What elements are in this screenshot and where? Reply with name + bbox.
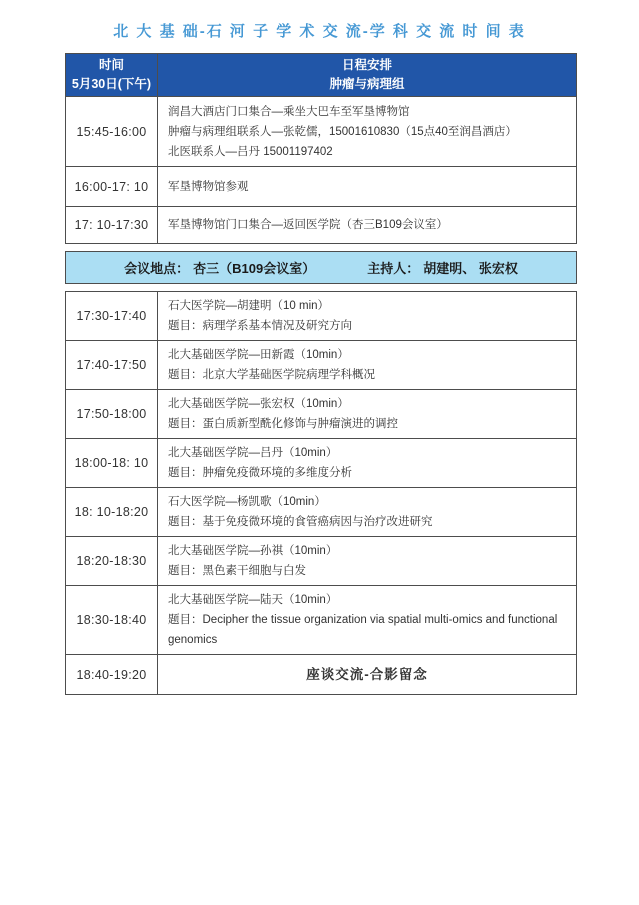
- header-time-label: 时间: [98, 58, 124, 72]
- header-group-label: 肿瘤与病理组: [329, 77, 405, 91]
- host-value: 胡建明、 张宏权: [423, 261, 518, 276]
- meeting-location: [124, 258, 315, 277]
- topic-line: 题目：黑色素干细胞与白发: [168, 565, 306, 577]
- agenda-cell: [158, 390, 577, 439]
- speaker-line: 石大医学院—胡建明（10 min）: [168, 300, 330, 312]
- time-cell: 18:20-18:30: [66, 537, 158, 586]
- topic-line: 题目：病理学系基本情况及研究方向: [168, 320, 352, 332]
- agenda-line: 军垦博物馆参观: [168, 180, 249, 193]
- meeting-location-label: 会议地点：: [124, 261, 190, 276]
- topic-line: 题目：Decipher the tissue organization via spatial multi-omics and functional genomics: [168, 614, 558, 646]
- host-label: 主持人：: [367, 261, 420, 276]
- time-cell: 15:45-16:00: [66, 97, 158, 167]
- topic-line: 题目：北京大学基础医学院病理学科概况: [168, 369, 375, 381]
- speaker-line: 石大医学院—杨凯歌（10min）: [168, 496, 326, 508]
- table-header-row: [66, 54, 577, 97]
- speaker-line: 北大基础医学院—陆天（10min）: [168, 594, 338, 606]
- speaker-line: 北大基础医学院—孙祺（10min）: [168, 545, 338, 557]
- time-cell: 18:30-18:40: [66, 586, 158, 655]
- agenda-cell: [158, 207, 577, 244]
- agenda-cell: [158, 586, 577, 655]
- time-cell: 18:40-19:20: [66, 655, 158, 695]
- header-date-label: 5月30日(下午): [71, 77, 152, 91]
- agenda-cell: [158, 341, 577, 390]
- topic-line: 题目：蛋白质新型酰化修饰与肿瘤演进的调控: [168, 418, 398, 430]
- time-cell: 17: 10-17:30: [66, 207, 158, 244]
- table-row: [66, 439, 577, 488]
- table-row: [66, 390, 577, 439]
- agenda-line: 北医联系人—吕丹 15001197402: [168, 145, 333, 158]
- time-cell: 17:40-17:50: [66, 341, 158, 390]
- agenda-cell: [158, 537, 577, 586]
- time-cell: 18: 10-18:20: [66, 488, 158, 537]
- meeting-location-value: 杏三（B109会议室）: [193, 261, 316, 276]
- schedule-table-top: [65, 53, 577, 244]
- table-row: [66, 292, 577, 341]
- meeting-location-banner: [65, 251, 577, 284]
- page-title: 北 大 基 础-石 河 子 学 术 交 流-学 科 交 流 时 间 表: [113, 23, 526, 40]
- agenda-cell: [158, 167, 577, 207]
- topic-line: 题目：基于免疫微环境的食管癌病因与治疗改进研究: [168, 516, 433, 528]
- table-row: [66, 586, 577, 655]
- speaker-line: 北大基础医学院—张宏权（10min）: [168, 398, 349, 410]
- table-row: [66, 167, 577, 207]
- table-row: [66, 488, 577, 537]
- speaker-line: 北大基础医学院—吕丹（10min）: [168, 447, 338, 459]
- closing-cell: 座谈交流-合影留念: [158, 655, 577, 695]
- agenda-line: 润昌大酒店门口集合—乘坐大巴车至军垦博物馆: [168, 105, 410, 118]
- table-row: [66, 207, 577, 244]
- agenda-line: 肿瘤与病理组联系人—张乾儒，15001610830（15点40至润昌酒店）: [168, 125, 517, 138]
- header-agenda-label: 日程安排: [341, 58, 392, 72]
- table-row: [66, 537, 577, 586]
- agenda-cell: [158, 488, 577, 537]
- time-cell: 18:00-18: 10: [66, 439, 158, 488]
- time-cell: 17:50-18:00: [66, 390, 158, 439]
- header-time-cell: [66, 54, 158, 97]
- table-row: [66, 341, 577, 390]
- table-row: [66, 97, 577, 167]
- agenda-cell: [158, 439, 577, 488]
- time-cell: 16:00-17: 10: [66, 167, 158, 207]
- meeting-hosts: [367, 258, 518, 277]
- table-row-closing: [66, 655, 577, 695]
- agenda-line: 军垦博物馆门口集合—返回医学院（杏三B109会议室）: [168, 219, 448, 231]
- topic-line: 题目：肿瘤免疫微环境的多维度分析: [168, 467, 352, 479]
- agenda-cell: [158, 292, 577, 341]
- header-agenda-cell: [158, 54, 577, 97]
- agenda-cell: [158, 97, 577, 167]
- speaker-line: 北大基础医学院—田新霞（10min）: [168, 349, 349, 361]
- schedule-table-talks: [65, 291, 577, 695]
- time-cell: 17:30-17:40: [66, 292, 158, 341]
